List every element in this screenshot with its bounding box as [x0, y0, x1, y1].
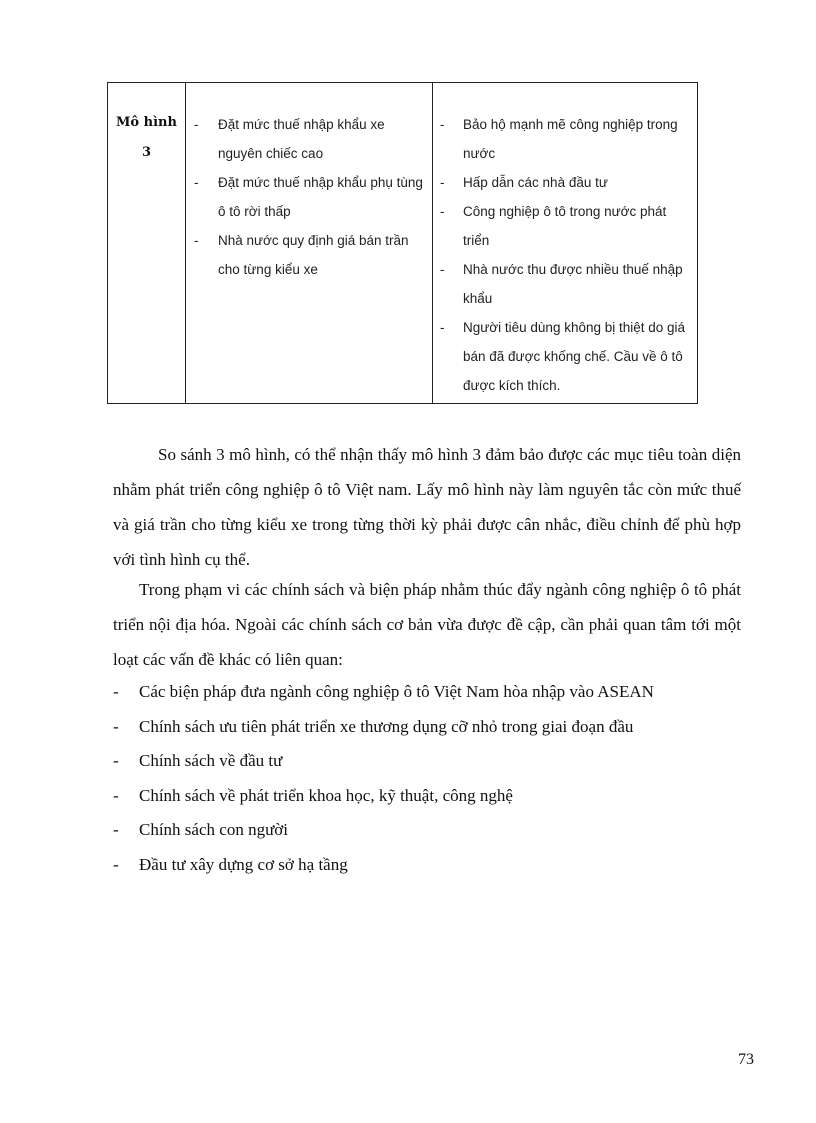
policy-item — [186, 168, 432, 226]
list-item-text: Chính sách con người — [139, 820, 288, 839]
model-label: Mô hình — [116, 115, 177, 130]
policy-item — [186, 110, 432, 168]
model-cell — [108, 83, 186, 403]
effect-text: Người tiêu dùng không bị thiệt do giá bán đã được khống chế. Cầu về ô tô được kích thích. — [463, 320, 686, 393]
list-item — [113, 779, 733, 814]
list-item — [113, 675, 733, 710]
model-table — [107, 82, 698, 404]
policy-cell — [186, 83, 433, 403]
effect-item — [433, 168, 697, 197]
list-item-text: Các biện pháp đưa ngành công nghiệp ô tô Việt Nam hòa nhập vào ASEAN — [139, 682, 654, 701]
list-item-text: Chính sách ưu tiên phát triển xe thương dụng cỡ nhỏ trong giai đoạn đầu — [139, 716, 634, 736]
policy-text: Nhà nước quy định giá bán trần cho từng kiểu xe — [218, 233, 409, 277]
effect-text: Nhà nước thu được nhiều thuế nhập khẩu — [463, 262, 683, 306]
dash-marker: - — [440, 204, 445, 219]
page-number: 73 — [738, 1051, 754, 1068]
issue-list — [113, 675, 733, 882]
dash-marker: - — [194, 233, 199, 248]
effect-text: Hấp dẫn các nhà đầu tư — [463, 175, 608, 190]
dash-marker: - — [440, 320, 445, 335]
list-item — [113, 710, 733, 745]
effect-cell — [433, 83, 697, 403]
list-item — [113, 813, 733, 848]
policy-list — [186, 110, 432, 284]
dash-marker: - — [113, 820, 119, 839]
dash-marker: - — [194, 175, 199, 190]
dash-marker: - — [440, 175, 445, 190]
list-item-text: Chính sách về phát triển khoa học, kỹ thuật, công nghệ — [139, 785, 513, 805]
effect-text: Công nghiệp ô tô trong nước phát triển — [463, 204, 667, 248]
list-item — [113, 744, 733, 779]
effect-item — [433, 110, 697, 168]
dash-marker: - — [113, 854, 119, 874]
dash-marker: - — [440, 117, 445, 132]
policy-item — [186, 226, 432, 284]
policy-text: Đặt mức thuế nhập khẩu phụ tùng ô tô rời thấp — [218, 175, 423, 219]
dash-marker: - — [113, 682, 119, 701]
effect-list — [433, 110, 697, 400]
policy-text: Đặt mức thuế nhập khẩu xe nguyên chiếc cao — [218, 117, 385, 161]
list-item-text: Đầu tư xây dựng cơ sở hạ tầng — [139, 854, 348, 874]
model-number: 3 — [141, 145, 152, 160]
list-item-text: Chính sách về đầu tư — [139, 751, 283, 770]
dash-marker: - — [113, 751, 119, 770]
effect-item — [433, 197, 697, 255]
dash-marker: - — [194, 117, 199, 132]
effect-text: Bảo hộ mạnh mẽ công nghiệp trong nước — [463, 117, 678, 161]
dash-marker: - — [113, 716, 119, 736]
dash-marker: - — [440, 262, 445, 277]
paragraph-comparison: So sánh 3 mô hình, có thể nhận thấy mô hình 3 đảm bảo được các mục tiêu toàn diện nhằm phát triển công nghiệp ô tô Việt nam. Lấy mô hình này làm nguyên tắc còn mức thuế và giá trần cho từng kiểu xe trong từng thời kỳ phải được cân nhắc, điều chỉnh để phù hợp với tình hình cụ thể. — [113, 445, 741, 569]
list-item — [113, 848, 733, 883]
effect-item — [433, 313, 697, 400]
effect-item — [433, 255, 697, 313]
paragraph-scope: Trong phạm vi các chính sách và biện pháp nhằm thúc đẩy ngành công nghiệp ô tô phát triển nội địa hóa. Ngoài các chính sách cơ bản vừa được đề cập, cần phải quan tâm tới một loạt các vấn đề khác có liên quan: — [113, 580, 741, 669]
dash-marker: - — [113, 785, 119, 805]
